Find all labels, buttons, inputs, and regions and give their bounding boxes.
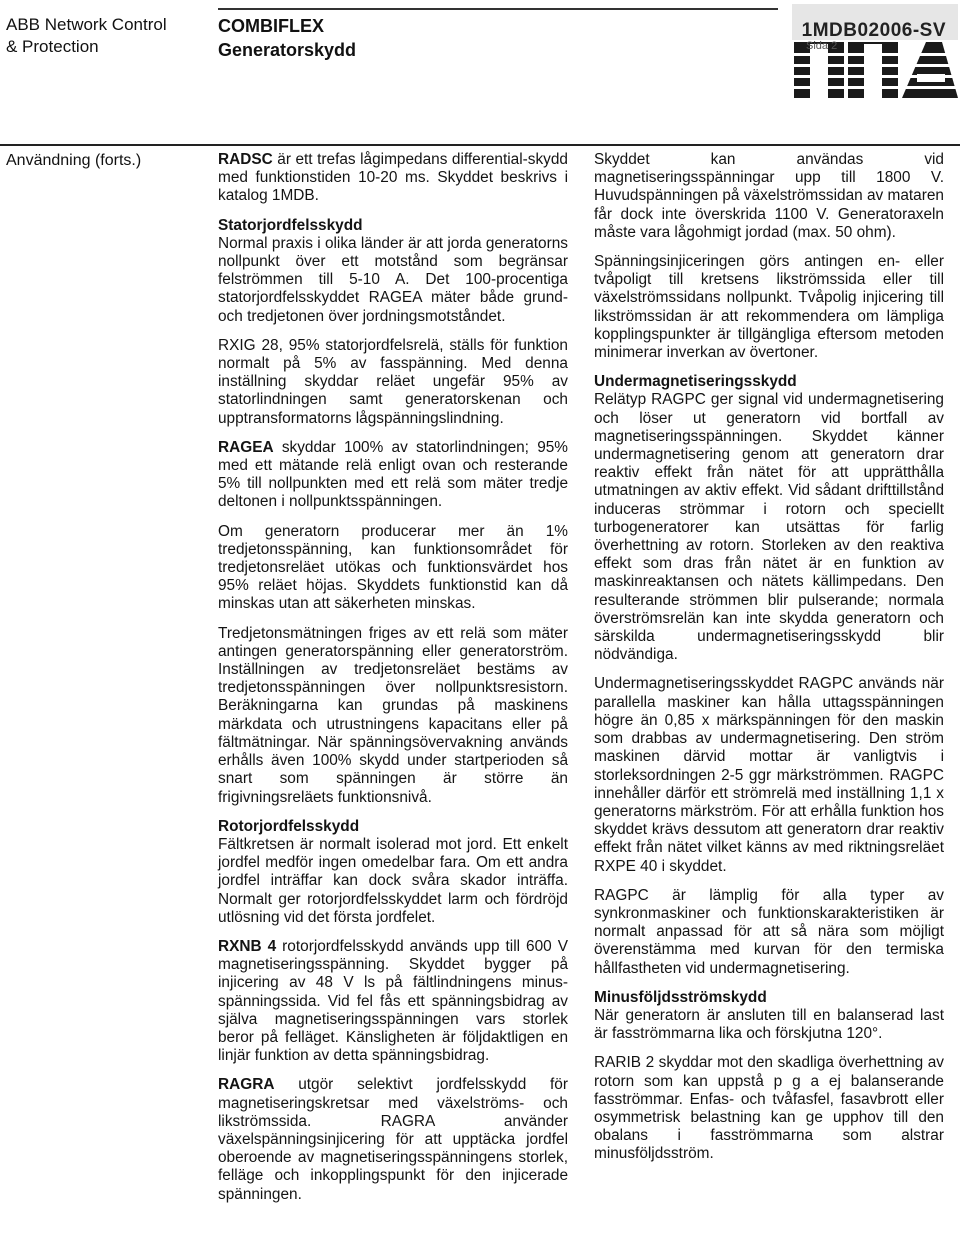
paragraph bbox=[218, 151, 568, 206]
paragraph-text: utgör selektivt jordfelsskydd för magnetiseringskretsar med växelströms- och likströmssida. RAGRA använder växelspänningsinjicering för att upptäcka jordfel oberoende av magnetiseringsspänningens storlek, felläge och inkopplingspunkt för den injicerade spänningen. bbox=[218, 1076, 568, 1203]
page-header bbox=[0, 0, 960, 145]
title-line-2: Generatorskydd bbox=[218, 40, 357, 60]
paragraph bbox=[594, 675, 944, 875]
section-heading: Minusföljdsströmskydd bbox=[594, 988, 767, 1006]
product-name: RAGEA bbox=[218, 438, 274, 456]
paragraph-text: skyddar 100% av statorlindningen; 95% med ett mätande relä enligt ovan och resterande 5% till nollpunkten med ett relä som mäter tredje deltonen i nollpunktsspänningen. bbox=[218, 438, 568, 511]
paragraph-text: När generatorn är ansluten till en balanserad last är fasströmmarna lika och förskjutna 120°. bbox=[594, 1006, 944, 1043]
paragraph-text: Undermagnetiseringsskyddet RAGPC används när parallella maskiner kan hålla uttagsspänningen högre än 0,85 x märkspänningen för den maskin som drabbas av undermagnetisering. Den ström maskinen därvid mottar är vanligtvis i storleksordningen 2-5 ggr märkströmmen. RAGPC innehåller därför ett strömrelä med inställning 1,1 x generatorns märkström. För att erhålla funktion hos skyddet krävs dessutom att generatorn drar reaktiv effekt från nätet vilket känns av med riktningsreläet RXPE 40 i skyddet. bbox=[594, 675, 944, 875]
paragraph bbox=[218, 625, 568, 807]
company-line-2: & Protection bbox=[6, 37, 99, 56]
section-heading: Undermagnetiseringsskydd bbox=[594, 373, 797, 391]
header-rule bbox=[218, 8, 778, 10]
paragraph-text: rotorjordfelsskydd används upp till 600 V magnetiseringsspänning. Skyddet bygger på injicering av 48 V ls på fältlindningens minus-spänningssida. Vid fel fås ett spänningsbidrag av själva magnetiseringsspänningen vars storlek beror på felläget. Känsligheten är följdaktligen en linjär funktion av detta spänningsbidrag. bbox=[218, 937, 568, 1065]
product-name: RXNB 4 bbox=[218, 937, 277, 955]
text-column-left bbox=[218, 151, 568, 1215]
paragraph-text: RXIG 28, 95% statorjordfelsrelä, ställs för funktion normalt på 5% av fasspänning. Med denna inställning skyddar reläet ungefär 95% av statorlindningen samt generatorskenan och upptransformatorns lågspänningslindning. bbox=[218, 336, 568, 427]
paragraph-text: Fältkretsen är normalt isolerad mot jord. Ett enkelt jordfel medför ingen omedelbar fara. Om ett andra jordfel inträffar kan dock svåra skador inträffa. Normalt ger rotorjordfelsskyddet larm och fördröjd utlösning vid det första jordfelet. bbox=[218, 835, 568, 926]
paragraph bbox=[218, 818, 568, 927]
product-name: RAGRA bbox=[218, 1076, 275, 1094]
document-number: 1MDB02006-SV bbox=[801, 20, 946, 41]
abb-logo-icon bbox=[792, 4, 958, 100]
company-name bbox=[6, 14, 167, 58]
paragraph bbox=[218, 523, 568, 614]
paragraph bbox=[218, 439, 568, 512]
paragraph-text: RAGPC är lämplig för alla typer av synkronmaskiner och funktionskarakteristiken är normalt anpassad för att så nära som möjligt överenstämma med kurvan för den termiska hållfastheten vid undermagnetisering. bbox=[594, 886, 944, 977]
paragraph bbox=[218, 217, 568, 326]
paragraph bbox=[594, 151, 944, 242]
section-heading: Rotorjordfelsskydd bbox=[218, 817, 360, 835]
paragraph bbox=[218, 938, 568, 1065]
page-number: Sida 2 bbox=[806, 40, 838, 52]
paragraph-text: Om generatorn producerar mer än 1% tredjetonsspänning, kan funktionsområdet för tredjetonsreläet utökas och funktionsvärdet hos 95% reläet höjas. Skyddets funktionstid kan då minskas utan att säkerheten minskas. bbox=[218, 522, 568, 613]
paragraph bbox=[594, 373, 944, 664]
paragraph bbox=[594, 989, 944, 1044]
paragraph-text: Skyddet kan användas vid magnetiseringsspänningar upp till 1800 V. Huvudspänningen på växelströmssidan av mataren får dock inte överskrida 1100 V. Generatoraxeln måste vara lågohmigt jordad (max. 50 ohm). bbox=[594, 151, 944, 241]
paragraph-text: RARIB 2 skyddar mot den skadliga överhettning av rotorn som kan uppstå p g a ej balanserande fasströmmar. Enfas- och tvåfasfel, fasavbrott eller osymmetrisk belastning kan ge upphov till den obalans i fasströmmarna som alstrar minusföljdsström. bbox=[594, 1054, 944, 1163]
paragraph bbox=[594, 887, 944, 978]
title-line-1: COMBIFLEX bbox=[218, 16, 324, 36]
header-divider bbox=[0, 144, 960, 146]
company-line-1: ABB Network Control bbox=[6, 15, 167, 34]
document-title bbox=[218, 14, 356, 62]
paragraph-text: Relätyp RAGPC ger signal vid undermagnetisering och löser ut generatorn vid bortfall av magnetiseringsspänningen. Skyddet känner undermagnetisering genom att generatorn drar reaktiv effekt från nätet för att upprätthålla utmatningen av aktiv effekt. Vid sådant drifttillstånd induceras strömmar i rotorn och speciellt turbogeneratorer kan utsättas för farlig överhettning av rotorn. Storleken av den reaktiva effekt som dras från nätet är en funktion av maskinreaktansen och nätets källimpedans. Den resulterande strömmen blir pulserande; normala överströmsrelän kan inte skydda generatorn och särskilda undermagnetiseringsskydd blir nödvändiga. bbox=[594, 391, 944, 664]
product-name: RADSC bbox=[218, 151, 273, 168]
paragraph bbox=[218, 337, 568, 428]
paragraph-text: Normal praxis i olika länder är att jorda generatorns nollpunkt över ett motstånd som begränsar felströmmen till 5-10 A. Det 100-procentiga statorjordfelsskyddet RAGEA mäter både grund- och tredjetonen över jordningsmotståndet. bbox=[218, 234, 568, 325]
paragraph bbox=[218, 1076, 568, 1203]
paragraph bbox=[594, 1054, 944, 1163]
paragraph-text: Tredjetonsmätningen friges av ett relä som mäter antingen generatorspänning eller generatorström. Inställningen av tredjetonsreläet bestäms av tredjetonsspänningen över nollpunktsresistorn. Beräkningarna kan grundas på maskinens märkdata och utrustningens kapacitans eller på fältmätningar. När spänningsövervakning används erhålls även 100% skydd under startperioden så snart som spänningen är större än frigivningsreläets funktionsnivå. bbox=[218, 624, 568, 806]
section-heading: Statorjordfelsskydd bbox=[218, 216, 363, 234]
paragraph-text: är ett trefas lågimpedans differential-skydd med funktionstiden 10-20 ms. Skyddet beskrivs i katalog 1MDB. bbox=[218, 151, 568, 205]
text-column-right bbox=[594, 151, 944, 1175]
paragraph-text: Spänningsinjiceringen görs antingen en- eller tvåpoligt till kretsens likströmssida eller till växelströmssidans nollpunkt. Tvåpolig injicering till likströmssidan är att rekommendera om lämpliga kopplingspunkter är tillgängliga eftersom metoden minimerar inverkan av övertoner. bbox=[594, 253, 944, 362]
paragraph bbox=[594, 253, 944, 362]
section-sidebar-heading: Användning (forts.) bbox=[6, 152, 142, 169]
